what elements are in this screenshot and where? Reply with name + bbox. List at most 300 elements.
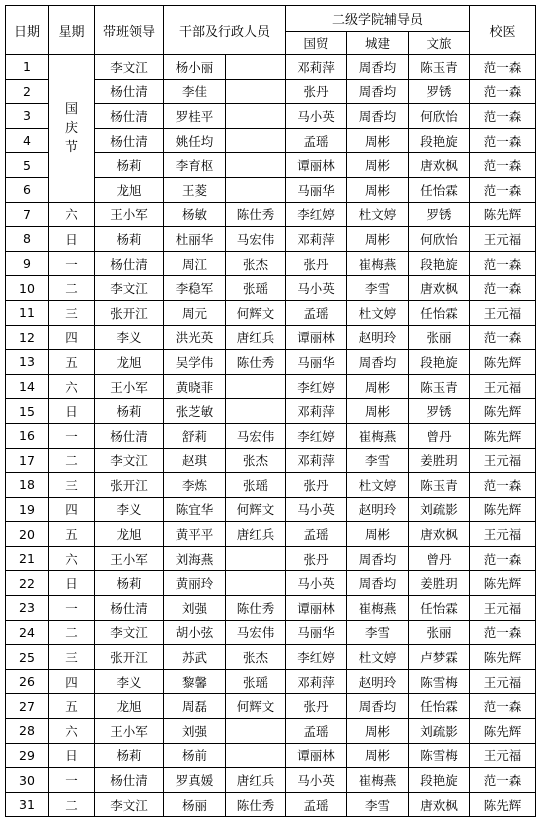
weekday-cell: 六 <box>49 202 95 227</box>
counselor-trade-cell: 谭丽林 <box>286 596 347 621</box>
counselor-construction-cell: 周香均 <box>347 571 409 596</box>
counselor-construction-cell: 周香均 <box>347 546 409 571</box>
counselor-construction-cell: 周香均 <box>347 694 409 719</box>
leader-cell: 杨仕清 <box>95 104 164 129</box>
staff-cell-2: 马宏伟 <box>226 227 286 252</box>
leader-cell: 王小军 <box>95 546 164 571</box>
weekday-cell: 四 <box>49 497 95 522</box>
weekday-cell: 一 <box>49 596 95 621</box>
counselor-trade-cell: 李红婷 <box>286 645 347 670</box>
doctor-cell: 范一森 <box>470 104 536 129</box>
weekday-cell: 五 <box>49 350 95 375</box>
staff-cell-2 <box>226 177 286 202</box>
date-cell: 11 <box>6 300 49 325</box>
date-cell: 23 <box>6 596 49 621</box>
date-cell: 14 <box>6 374 49 399</box>
date-cell: 25 <box>6 645 49 670</box>
date-cell: 24 <box>6 620 49 645</box>
staff-cell-2 <box>226 399 286 424</box>
header-counselors: 二级学院辅导员 <box>286 6 470 32</box>
counselor-construction-cell: 周彬 <box>347 374 409 399</box>
leader-cell: 李文江 <box>95 276 164 301</box>
leader-cell: 龙旭 <box>95 177 164 202</box>
weekday-cell: 六 <box>49 546 95 571</box>
counselor-trade-cell: 孟瑶 <box>286 128 347 153</box>
counselor-trade-cell: 孟瑶 <box>286 522 347 547</box>
doctor-cell: 王元福 <box>470 596 536 621</box>
table-row <box>6 350 536 375</box>
date-cell: 6 <box>6 177 49 202</box>
header-date: 日期 <box>6 6 49 55</box>
doctor-cell: 王元福 <box>470 743 536 768</box>
counselor-trade-cell: 邓莉萍 <box>286 448 347 473</box>
leader-cell: 杨仕清 <box>95 251 164 276</box>
leader-cell: 龙旭 <box>95 522 164 547</box>
table-row <box>6 227 536 252</box>
duty-roster-table <box>5 5 536 817</box>
leader-cell: 李文江 <box>95 448 164 473</box>
date-cell: 1 <box>6 55 49 80</box>
date-cell: 21 <box>6 546 49 571</box>
counselor-tourism-cell: 罗锈 <box>409 202 470 227</box>
holiday-label-char: 节 <box>64 139 78 155</box>
counselor-construction-cell: 周彬 <box>347 177 409 202</box>
counselor-trade-cell: 谭丽林 <box>286 153 347 178</box>
weekday-cell: 四 <box>49 325 95 350</box>
date-cell: 4 <box>6 128 49 153</box>
table-row <box>6 473 536 498</box>
table-row <box>6 792 536 817</box>
leader-cell: 杨莉 <box>95 571 164 596</box>
date-cell: 9 <box>6 251 49 276</box>
staff-cell-2: 唐红兵 <box>226 325 286 350</box>
counselor-construction-cell: 周香均 <box>347 55 409 80</box>
staff-cell: 李稳军 <box>164 276 226 301</box>
staff-cell-2 <box>226 571 286 596</box>
table-row <box>6 571 536 596</box>
counselor-tourism-cell: 姜胜玥 <box>409 571 470 596</box>
date-cell: 29 <box>6 743 49 768</box>
staff-cell: 陈宜华 <box>164 497 226 522</box>
leader-cell: 杨莉 <box>95 399 164 424</box>
leader-cell: 杨仕清 <box>95 79 164 104</box>
counselor-trade-cell: 马丽华 <box>286 177 347 202</box>
leader-cell: 王小军 <box>95 202 164 227</box>
date-cell: 3 <box>6 104 49 129</box>
staff-cell-2: 张杰 <box>226 645 286 670</box>
date-cell: 17 <box>6 448 49 473</box>
doctor-cell: 王元福 <box>470 522 536 547</box>
doctor-cell: 范一森 <box>470 768 536 793</box>
staff-cell-2: 何辉文 <box>226 300 286 325</box>
staff-cell: 黄晓菲 <box>164 374 226 399</box>
counselor-trade-cell: 邓莉萍 <box>286 669 347 694</box>
staff-cell-2 <box>226 719 286 744</box>
weekday-cell: 六 <box>49 719 95 744</box>
counselor-tourism-cell: 何欣怡 <box>409 104 470 129</box>
counselor-construction-cell: 赵明玲 <box>347 325 409 350</box>
staff-cell: 周江 <box>164 251 226 276</box>
staff-cell-2: 张瑶 <box>226 276 286 301</box>
counselor-tourism-cell: 任怡霖 <box>409 177 470 202</box>
weekday-cell: 三 <box>49 645 95 670</box>
table-row <box>6 399 536 424</box>
doctor-cell: 陈先辉 <box>470 719 536 744</box>
staff-cell: 刘海燕 <box>164 546 226 571</box>
counselor-trade-cell: 马小英 <box>286 276 347 301</box>
counselor-trade-cell: 马小英 <box>286 768 347 793</box>
counselor-trade-cell: 张丹 <box>286 79 347 104</box>
weekday-cell: 日 <box>49 571 95 596</box>
counselor-trade-cell: 邓莉萍 <box>286 55 347 80</box>
staff-cell-2: 陈仕秀 <box>226 792 286 817</box>
doctor-cell: 王元福 <box>470 227 536 252</box>
staff-cell-2: 何辉文 <box>226 694 286 719</box>
staff-cell: 周元 <box>164 300 226 325</box>
doctor-cell: 陈先辉 <box>470 399 536 424</box>
leader-cell: 杨莉 <box>95 153 164 178</box>
weekday-cell: 三 <box>49 300 95 325</box>
staff-cell: 罗桂平 <box>164 104 226 129</box>
leader-cell: 张开江 <box>95 645 164 670</box>
leader-cell: 杨仕清 <box>95 423 164 448</box>
staff-cell: 舒莉 <box>164 423 226 448</box>
doctor-cell: 陈先辉 <box>470 350 536 375</box>
weekday-cell: 六 <box>49 374 95 399</box>
staff-cell: 李育枢 <box>164 153 226 178</box>
table-row <box>6 645 536 670</box>
date-cell: 2 <box>6 79 49 104</box>
staff-cell-2 <box>226 546 286 571</box>
table-row <box>6 620 536 645</box>
staff-cell: 胡小弦 <box>164 620 226 645</box>
leader-cell: 张开江 <box>95 473 164 498</box>
weekday-cell: 五 <box>49 694 95 719</box>
staff-cell-2: 唐红兵 <box>226 768 286 793</box>
doctor-cell: 陈先辉 <box>470 571 536 596</box>
table-row <box>6 55 536 80</box>
doctor-cell: 王元福 <box>470 669 536 694</box>
date-cell: 19 <box>6 497 49 522</box>
leader-cell: 李义 <box>95 669 164 694</box>
table-row <box>6 596 536 621</box>
table-row <box>6 423 536 448</box>
counselor-tourism-cell: 陈雪梅 <box>409 743 470 768</box>
counselor-tourism-cell: 姜胜玥 <box>409 448 470 473</box>
counselor-tourism-cell: 何欣怡 <box>409 227 470 252</box>
header-doctor: 校医 <box>470 6 536 55</box>
staff-cell: 刘强 <box>164 719 226 744</box>
doctor-cell: 陈先辉 <box>470 423 536 448</box>
weekday-cell: 一 <box>49 251 95 276</box>
staff-cell-2 <box>226 153 286 178</box>
doctor-cell: 范一森 <box>470 694 536 719</box>
doctor-cell: 范一森 <box>470 325 536 350</box>
staff-cell: 王菱 <box>164 177 226 202</box>
header-leader: 带班领导 <box>95 6 164 55</box>
counselor-trade-cell: 邓莉萍 <box>286 399 347 424</box>
counselor-tourism-cell: 任怡霖 <box>409 694 470 719</box>
staff-cell: 罗真媛 <box>164 768 226 793</box>
leader-cell: 龙旭 <box>95 350 164 375</box>
holiday-label <box>49 55 95 203</box>
table-row <box>6 448 536 473</box>
weekday-cell: 日 <box>49 399 95 424</box>
staff-cell-2: 马宏伟 <box>226 423 286 448</box>
counselor-construction-cell: 崔梅燕 <box>347 251 409 276</box>
counselor-construction-cell: 周香均 <box>347 79 409 104</box>
counselor-trade-cell: 谭丽林 <box>286 325 347 350</box>
doctor-cell: 范一森 <box>470 79 536 104</box>
counselor-trade-cell: 李红婷 <box>286 423 347 448</box>
counselor-construction-cell: 李雪 <box>347 276 409 301</box>
staff-cell-2 <box>226 743 286 768</box>
date-cell: 5 <box>6 153 49 178</box>
date-cell: 26 <box>6 669 49 694</box>
leader-cell: 李文江 <box>95 620 164 645</box>
counselor-tourism-cell: 段艳旋 <box>409 251 470 276</box>
counselor-trade-cell: 马丽华 <box>286 620 347 645</box>
counselor-trade-cell: 李红婷 <box>286 202 347 227</box>
doctor-cell: 陈先辉 <box>470 792 536 817</box>
counselor-construction-cell: 赵明玲 <box>347 497 409 522</box>
counselor-construction-cell: 崔梅燕 <box>347 596 409 621</box>
counselor-construction-cell: 李雪 <box>347 792 409 817</box>
counselor-trade-cell: 邓莉萍 <box>286 227 347 252</box>
date-cell: 22 <box>6 571 49 596</box>
staff-cell-2: 马宏伟 <box>226 620 286 645</box>
counselor-construction-cell: 李雪 <box>347 620 409 645</box>
date-cell: 20 <box>6 522 49 547</box>
counselor-trade-cell: 马小英 <box>286 104 347 129</box>
table-row <box>6 497 536 522</box>
staff-cell-2: 何辉文 <box>226 497 286 522</box>
staff-cell: 杨小丽 <box>164 55 226 80</box>
leader-cell: 李义 <box>95 325 164 350</box>
table-row <box>6 276 536 301</box>
staff-cell: 杨前 <box>164 743 226 768</box>
date-cell: 28 <box>6 719 49 744</box>
counselor-tourism-cell: 刘疏影 <box>409 497 470 522</box>
leader-cell: 王小军 <box>95 719 164 744</box>
weekday-cell: 二 <box>49 792 95 817</box>
header-weekday: 星期 <box>49 6 95 55</box>
weekday-cell: 二 <box>49 620 95 645</box>
counselor-construction-cell: 周香均 <box>347 350 409 375</box>
date-cell: 30 <box>6 768 49 793</box>
table-row <box>6 325 536 350</box>
weekday-cell: 三 <box>49 473 95 498</box>
table-row <box>6 522 536 547</box>
counselor-trade-cell: 谭丽林 <box>286 743 347 768</box>
staff-cell-2 <box>226 128 286 153</box>
table-row <box>6 251 536 276</box>
date-cell: 7 <box>6 202 49 227</box>
counselor-tourism-cell: 唐欢枫 <box>409 792 470 817</box>
doctor-cell: 陈先辉 <box>470 202 536 227</box>
counselor-construction-cell: 周彬 <box>347 743 409 768</box>
counselor-trade-cell: 孟瑶 <box>286 300 347 325</box>
counselor-trade-cell: 马小英 <box>286 497 347 522</box>
date-cell: 31 <box>6 792 49 817</box>
counselor-construction-cell: 周彬 <box>347 227 409 252</box>
staff-cell: 赵琪 <box>164 448 226 473</box>
leader-cell: 杨仕清 <box>95 596 164 621</box>
leader-cell: 王小军 <box>95 374 164 399</box>
doctor-cell: 王元福 <box>470 374 536 399</box>
staff-cell-2 <box>226 104 286 129</box>
staff-cell: 吴学伟 <box>164 350 226 375</box>
counselor-tourism-cell: 罗锈 <box>409 399 470 424</box>
leader-cell: 李义 <box>95 497 164 522</box>
table-row <box>6 374 536 399</box>
counselor-tourism-cell: 陈玉青 <box>409 473 470 498</box>
counselor-tourism-cell: 陈玉青 <box>409 374 470 399</box>
doctor-cell: 王元福 <box>470 448 536 473</box>
date-cell: 16 <box>6 423 49 448</box>
weekday-cell: 五 <box>49 522 95 547</box>
doctor-cell: 王元福 <box>470 300 536 325</box>
doctor-cell: 范一森 <box>470 177 536 202</box>
date-cell: 8 <box>6 227 49 252</box>
counselor-tourism-cell: 陈玉青 <box>409 55 470 80</box>
counselor-construction-cell: 赵明玲 <box>347 669 409 694</box>
counselor-construction-cell: 杜文婷 <box>347 645 409 670</box>
staff-cell-2 <box>226 55 286 80</box>
counselor-tourism-cell: 张丽 <box>409 325 470 350</box>
counselor-tourism-cell: 段艳旋 <box>409 350 470 375</box>
staff-cell: 杨丽 <box>164 792 226 817</box>
doctor-cell: 陈先辉 <box>470 497 536 522</box>
counselor-tourism-cell: 卢梦霖 <box>409 645 470 670</box>
table-row <box>6 546 536 571</box>
weekday-cell: 二 <box>49 448 95 473</box>
staff-cell: 黄丽玲 <box>164 571 226 596</box>
holiday-label-char: 国 <box>64 101 78 117</box>
leader-cell: 杨仕清 <box>95 128 164 153</box>
header-college-trade: 国贸 <box>286 32 347 55</box>
counselor-trade-cell: 马丽华 <box>286 350 347 375</box>
counselor-construction-cell: 周彬 <box>347 153 409 178</box>
staff-cell: 李炼 <box>164 473 226 498</box>
leader-cell: 杨莉 <box>95 743 164 768</box>
staff-cell-2: 张瑶 <box>226 473 286 498</box>
counselor-tourism-cell: 段艳旋 <box>409 128 470 153</box>
staff-cell-2: 唐红兵 <box>226 522 286 547</box>
staff-cell-2: 陈仕秀 <box>226 202 286 227</box>
counselor-construction-cell: 李雪 <box>347 448 409 473</box>
header-staff: 干部及行政人员 <box>164 6 286 55</box>
leader-cell: 李文江 <box>95 792 164 817</box>
staff-cell-2: 张杰 <box>226 448 286 473</box>
header-college-construction: 城建 <box>347 32 409 55</box>
staff-cell: 刘强 <box>164 596 226 621</box>
counselor-tourism-cell: 刘疏影 <box>409 719 470 744</box>
counselor-trade-cell: 马小英 <box>286 571 347 596</box>
counselor-construction-cell: 周彬 <box>347 522 409 547</box>
doctor-cell: 范一森 <box>470 251 536 276</box>
staff-cell: 周磊 <box>164 694 226 719</box>
counselor-trade-cell: 张丹 <box>286 694 347 719</box>
date-cell: 27 <box>6 694 49 719</box>
counselor-construction-cell: 周香均 <box>347 104 409 129</box>
staff-cell: 洪光英 <box>164 325 226 350</box>
weekday-cell: 日 <box>49 743 95 768</box>
leader-cell: 杨莉 <box>95 227 164 252</box>
doctor-cell: 范一森 <box>470 55 536 80</box>
date-cell: 13 <box>6 350 49 375</box>
leader-cell: 杨仕清 <box>95 768 164 793</box>
staff-cell-2: 张杰 <box>226 251 286 276</box>
weekday-cell: 日 <box>49 227 95 252</box>
staff-cell-2: 陈仕秀 <box>226 350 286 375</box>
doctor-cell: 范一森 <box>470 128 536 153</box>
counselor-tourism-cell: 曾丹 <box>409 423 470 448</box>
staff-cell: 杜丽华 <box>164 227 226 252</box>
counselor-construction-cell: 崔梅燕 <box>347 423 409 448</box>
table-row <box>6 768 536 793</box>
counselor-tourism-cell: 唐欢枫 <box>409 153 470 178</box>
doctor-cell: 范一森 <box>470 546 536 571</box>
table-row <box>6 669 536 694</box>
holiday-label-char: 庆 <box>64 120 78 136</box>
date-cell: 12 <box>6 325 49 350</box>
counselor-trade-cell: 孟瑶 <box>286 792 347 817</box>
header-college-tourism: 文旅 <box>409 32 470 55</box>
counselor-construction-cell: 周彬 <box>347 399 409 424</box>
doctor-cell: 范一森 <box>470 473 536 498</box>
counselor-construction-cell: 杜文婷 <box>347 300 409 325</box>
doctor-cell: 陈先辉 <box>470 645 536 670</box>
table-row <box>6 202 536 227</box>
staff-cell: 张芝敏 <box>164 399 226 424</box>
counselor-tourism-cell: 任怡霖 <box>409 300 470 325</box>
counselor-trade-cell: 孟瑶 <box>286 719 347 744</box>
counselor-tourism-cell: 唐欢枫 <box>409 276 470 301</box>
roster-body <box>6 55 536 817</box>
table-row <box>6 694 536 719</box>
staff-cell-2 <box>226 79 286 104</box>
counselor-trade-cell: 张丹 <box>286 473 347 498</box>
counselor-trade-cell: 张丹 <box>286 546 347 571</box>
weekday-cell: 二 <box>49 276 95 301</box>
counselor-tourism-cell: 段艳旋 <box>409 768 470 793</box>
date-cell: 10 <box>6 276 49 301</box>
staff-cell: 苏武 <box>164 645 226 670</box>
staff-cell-2: 张瑶 <box>226 669 286 694</box>
counselor-construction-cell: 崔梅燕 <box>347 768 409 793</box>
doctor-cell: 范一森 <box>470 276 536 301</box>
counselor-construction-cell: 杜文婷 <box>347 202 409 227</box>
leader-cell: 龙旭 <box>95 694 164 719</box>
staff-cell: 黎馨 <box>164 669 226 694</box>
counselor-tourism-cell: 曾丹 <box>409 546 470 571</box>
counselor-tourism-cell: 罗锈 <box>409 79 470 104</box>
counselor-tourism-cell: 唐欢枫 <box>409 522 470 547</box>
date-cell: 18 <box>6 473 49 498</box>
counselor-construction-cell: 周彬 <box>347 719 409 744</box>
staff-cell: 杨敏 <box>164 202 226 227</box>
leader-cell: 张开江 <box>95 300 164 325</box>
counselor-construction-cell: 杜文婷 <box>347 473 409 498</box>
doctor-cell: 范一森 <box>470 153 536 178</box>
counselor-tourism-cell: 张丽 <box>409 620 470 645</box>
doctor-cell: 范一森 <box>470 620 536 645</box>
counselor-trade-cell: 张丹 <box>286 251 347 276</box>
counselor-trade-cell: 李红婷 <box>286 374 347 399</box>
counselor-construction-cell: 周彬 <box>347 128 409 153</box>
staff-cell: 姚任均 <box>164 128 226 153</box>
